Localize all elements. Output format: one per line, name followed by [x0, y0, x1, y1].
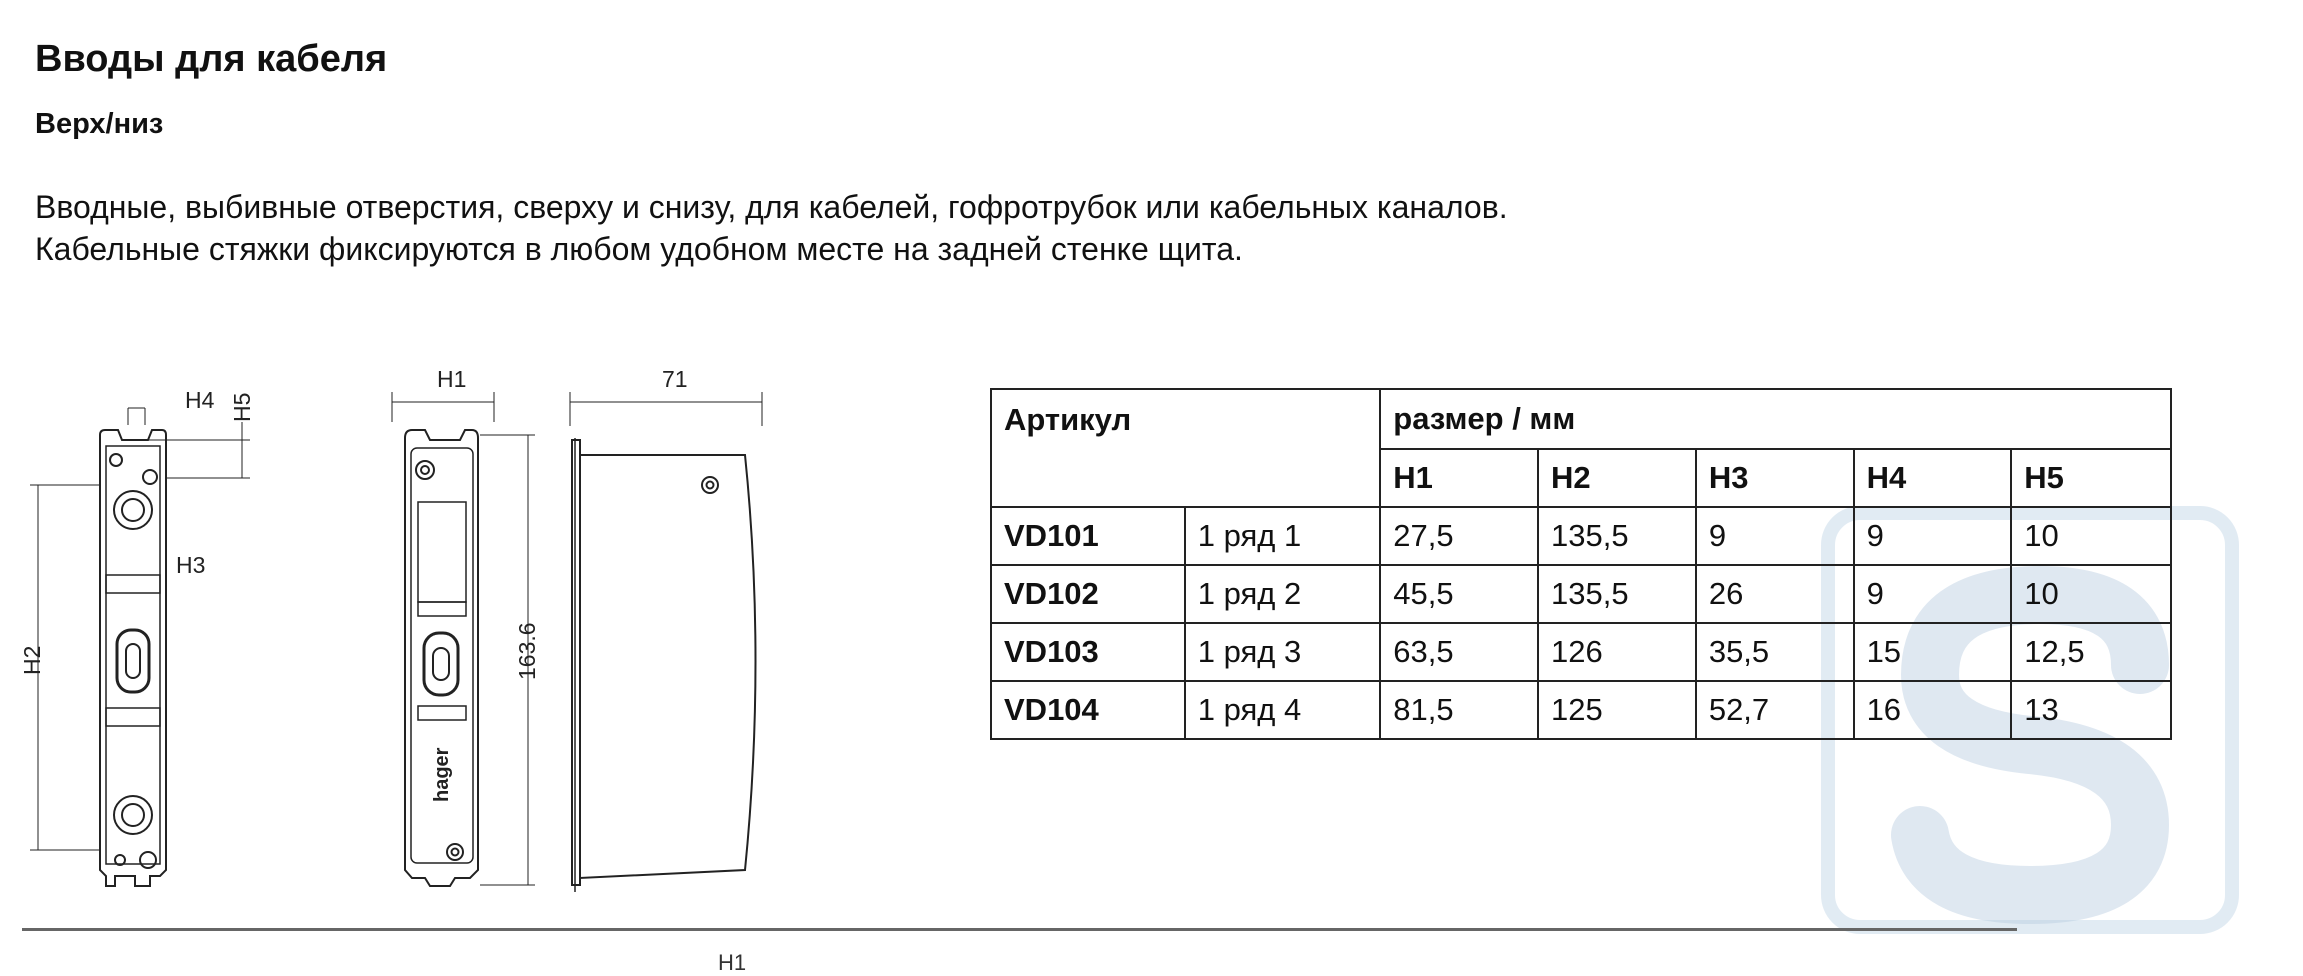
cell-article: VD102: [991, 565, 1185, 623]
cell-h5: 10: [2011, 507, 2171, 565]
label-h5: H5: [229, 392, 255, 422]
header-article: Артикул: [991, 389, 1380, 507]
cell-h1: 63,5: [1380, 623, 1538, 681]
side-view: [570, 392, 762, 892]
front-view-part: [30, 408, 250, 886]
cell-article: VD103: [991, 623, 1185, 681]
description: [35, 186, 1508, 270]
cell-h1: 27,5: [1380, 507, 1538, 565]
cell-desc: 1 ряд 4: [1185, 681, 1381, 739]
cell-article: VD101: [991, 507, 1185, 565]
header-h2: H2: [1538, 449, 1696, 507]
cell-h4: 9: [1854, 507, 2012, 565]
cell-h5: 12,5: [2011, 623, 2171, 681]
section-subtitle: Верх/низ: [35, 108, 164, 140]
table-row: [991, 623, 2171, 681]
cell-h2: 125: [1538, 681, 1696, 739]
label-depth: 71: [662, 366, 688, 392]
table-row: [991, 507, 2171, 565]
cell-h3: 9: [1696, 507, 1854, 565]
header-size: размер / мм: [1380, 389, 2171, 449]
cell-h5: 13: [2011, 681, 2171, 739]
header-h1: H1: [1380, 449, 1538, 507]
description-line-1: Вводные, выбивные отверстия, сверху и снизу, для кабелей, гофротрубок или кабельных каналов.: [35, 189, 1508, 225]
header-h4: H4: [1854, 449, 2012, 507]
footer-fragment: H1: [718, 950, 747, 975]
cell-desc: 1 ряд 3: [1185, 623, 1381, 681]
cell-desc: 1 ряд 2: [1185, 565, 1381, 623]
cell-h1: 81,5: [1380, 681, 1538, 739]
header-h5: H5: [2011, 449, 2171, 507]
cell-h3: 35,5: [1696, 623, 1854, 681]
bottom-divider: [22, 928, 2017, 931]
cell-h4: 15: [1854, 623, 2012, 681]
brand-logo-text: hager: [431, 747, 453, 802]
cell-h2: 135,5: [1538, 507, 1696, 565]
label-h2: H2: [19, 645, 45, 675]
label-h1: H1: [437, 366, 467, 392]
cell-h1: 45,5: [1380, 565, 1538, 623]
description-line-2: Кабельные стяжки фиксируются в любом удобном месте на задней стенке щита.: [35, 231, 1243, 267]
cell-h3: 52,7: [1696, 681, 1854, 739]
label-h3: H3: [176, 552, 206, 578]
cell-desc: 1 ряд 1: [1185, 507, 1381, 565]
cell-h2: 135,5: [1538, 565, 1696, 623]
header-h3: H3: [1696, 449, 1854, 507]
label-height: 163.6: [514, 622, 540, 680]
dimension-table: [990, 388, 2172, 740]
cell-h2: 126: [1538, 623, 1696, 681]
label-h4: H4: [185, 387, 215, 413]
page-title: Вводы для кабеля: [35, 38, 388, 80]
cell-h5: 10: [2011, 565, 2171, 623]
cell-article: VD104: [991, 681, 1185, 739]
cell-h3: 26: [1696, 565, 1854, 623]
table-row: [991, 681, 2171, 739]
cell-h4: 9: [1854, 565, 2012, 623]
cable-entry-drawing: [0, 330, 800, 910]
table-row: [991, 565, 2171, 623]
cell-h4: 16: [1854, 681, 2012, 739]
